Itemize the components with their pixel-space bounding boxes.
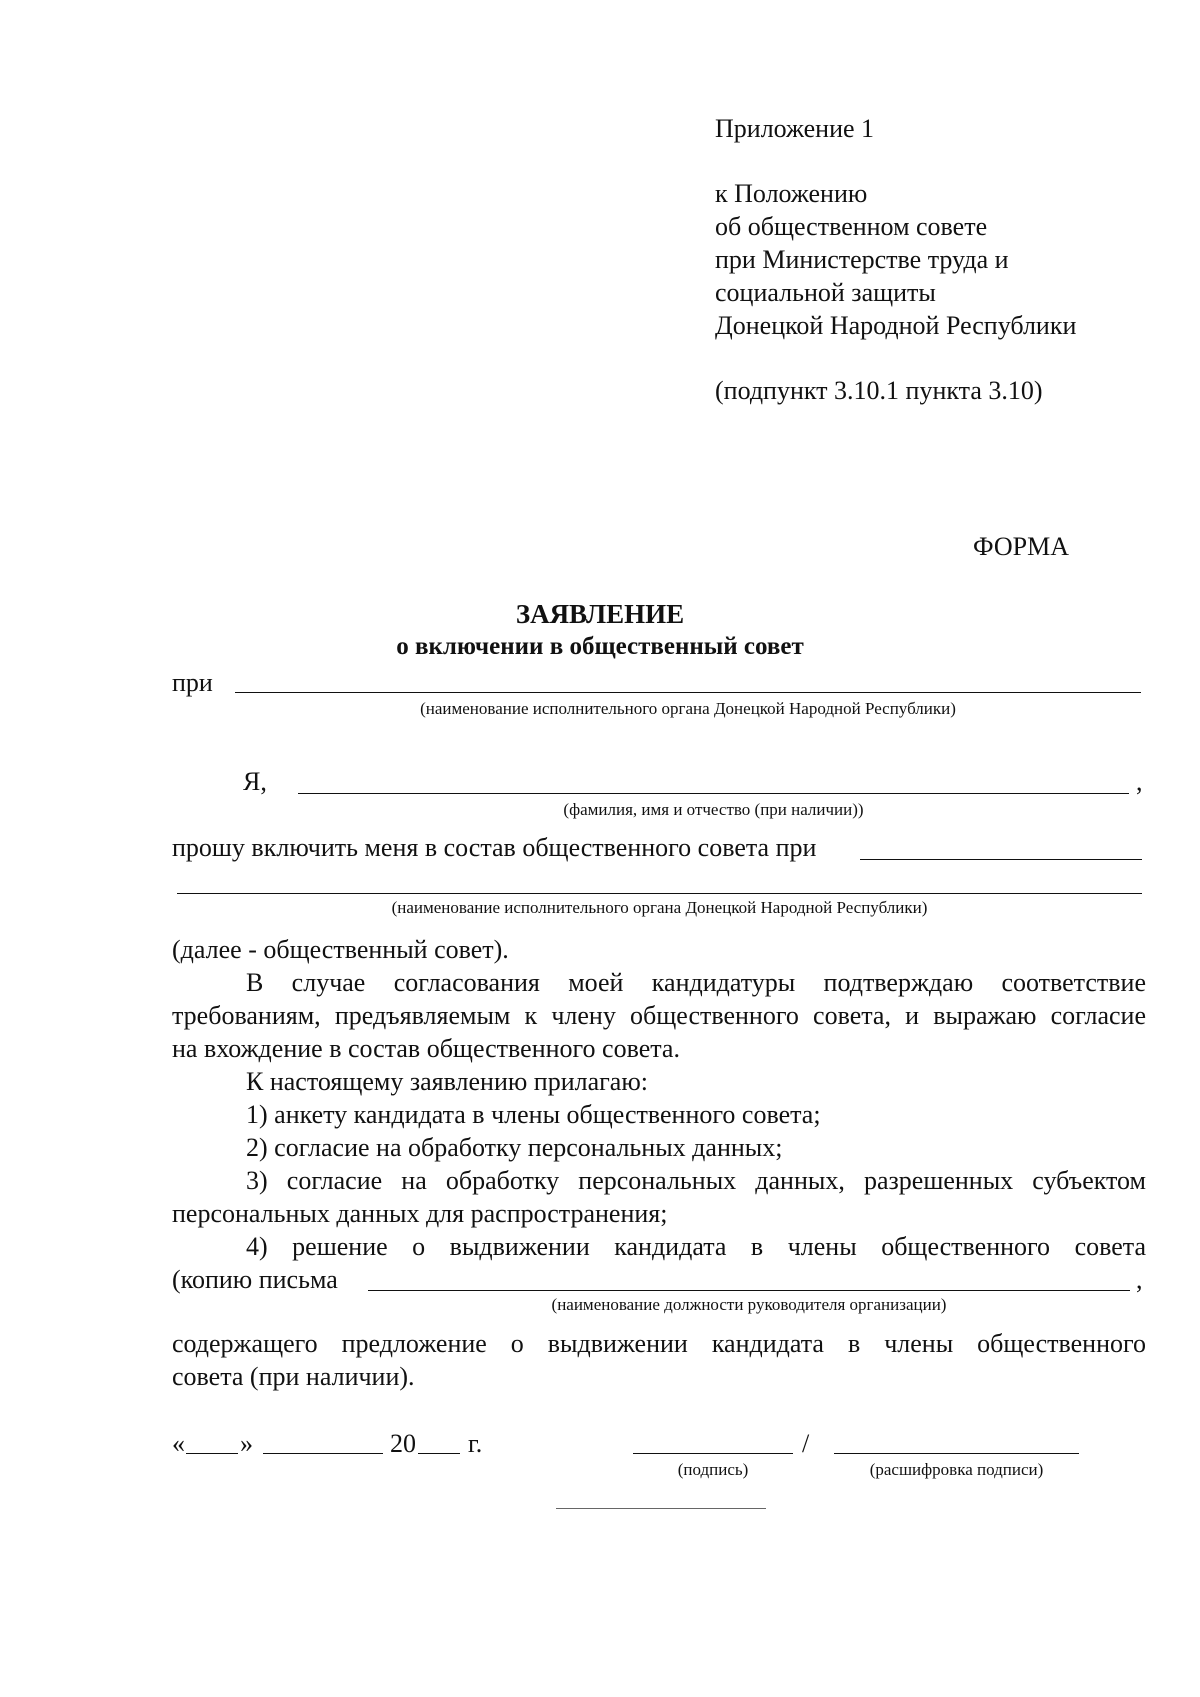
attachment-item-3-line-2: персональных данных для распространения; bbox=[172, 1199, 668, 1228]
paragraph-1-line-3: на вхождение в состав общественного совета. bbox=[172, 1034, 680, 1063]
regulation-reference: (подпункт 3.10.1 пункта 3.10) bbox=[715, 376, 1043, 405]
manager-position-caption: (наименование должности руководителя организации) bbox=[551, 1295, 947, 1314]
date-year-suffix: г. bbox=[468, 1429, 483, 1458]
full-name-field[interactable] bbox=[298, 793, 1129, 794]
date-year-field[interactable] bbox=[418, 1453, 460, 1454]
signature-decode-caption: (расшифровка подписи) bbox=[869, 1460, 1044, 1479]
paragraph-1-line-1: В случае согласования моей кандидатуры подтверждаю соответствие bbox=[246, 968, 1146, 997]
hereinafter-text: (далее - общественный совет). bbox=[172, 935, 509, 964]
attachments-intro: К настоящему заявлению прилагаю: bbox=[246, 1067, 648, 1096]
attachment-item-3-line-1: 3) согласие на обработку персональных данных, разрешенных субъектом bbox=[246, 1166, 1146, 1195]
manager-position-field[interactable] bbox=[368, 1290, 1130, 1291]
regulation-line-5: Донецкой Народной Республики bbox=[715, 311, 1077, 340]
document-title: ЗАЯВЛЕНИЕ bbox=[515, 599, 685, 629]
authority-name-caption: (наименование исполнительного органа Донецкой Народной Республики) bbox=[420, 699, 956, 718]
date-quote-open: « bbox=[172, 1429, 185, 1458]
regulation-line-4: социальной защиты bbox=[715, 278, 936, 307]
document-subtitle: о включении в общественный совет bbox=[396, 633, 804, 660]
date-month-field[interactable] bbox=[263, 1453, 383, 1454]
signature-caption: (подпись) bbox=[677, 1460, 749, 1479]
attachment-item-2: 2) согласие на обработку персональных данных; bbox=[246, 1133, 783, 1162]
closing-line-2: совета (при наличии). bbox=[172, 1362, 415, 1391]
request-authority-field-part2[interactable] bbox=[177, 893, 1142, 894]
date-year-prefix: 20 bbox=[390, 1429, 416, 1458]
i-prefix: Я, bbox=[243, 767, 267, 796]
regulation-line-2: об общественном совете bbox=[715, 212, 988, 241]
attachment-item-4-prefix: (копию письма bbox=[172, 1265, 338, 1294]
appendix-header bbox=[715, 112, 1076, 407]
request-authority-caption: (наименование исполнительного органа Донецкой Народной Республики) bbox=[391, 898, 928, 917]
date-quote-close: » bbox=[240, 1429, 253, 1458]
end-divider bbox=[556, 1508, 766, 1509]
full-name-caption: (фамилия, имя и отчество (при наличии)) bbox=[563, 800, 864, 819]
regulation-line-1: к Положению bbox=[715, 179, 868, 208]
at-prefix: при bbox=[172, 668, 213, 697]
date-day-field[interactable] bbox=[186, 1453, 238, 1454]
attachment-item-4-line-1: 4) решение о выдвижении кандидата в члены общественного совета bbox=[246, 1232, 1146, 1261]
attachment-item-1: 1) анкету кандидата в члены общественного совета; bbox=[246, 1100, 821, 1129]
authority-name-field[interactable] bbox=[235, 692, 1141, 693]
paragraph-1-line-2: требованиям, предъявляемым к члену общественного совета, и выражаю согласие bbox=[172, 1001, 1146, 1030]
regulation-line-3: при Министерстве труда и bbox=[715, 245, 1009, 274]
request-text: прошу включить меня в состав общественного совета при bbox=[172, 833, 817, 862]
request-authority-field-part1[interactable] bbox=[860, 859, 1142, 860]
attachment-item-4-comma: , bbox=[1136, 1265, 1143, 1294]
signature-field[interactable] bbox=[633, 1453, 793, 1454]
i-suffix-comma: , bbox=[1136, 767, 1143, 796]
signature-decode-field[interactable] bbox=[834, 1453, 1079, 1454]
signature-slash: / bbox=[802, 1429, 810, 1458]
closing-line-1: содержащего предложение о выдвижении кандидата в члены общественного bbox=[172, 1329, 1146, 1358]
form-label: ФОРМА bbox=[973, 532, 1069, 561]
appendix-title: Приложение 1 bbox=[715, 114, 875, 143]
